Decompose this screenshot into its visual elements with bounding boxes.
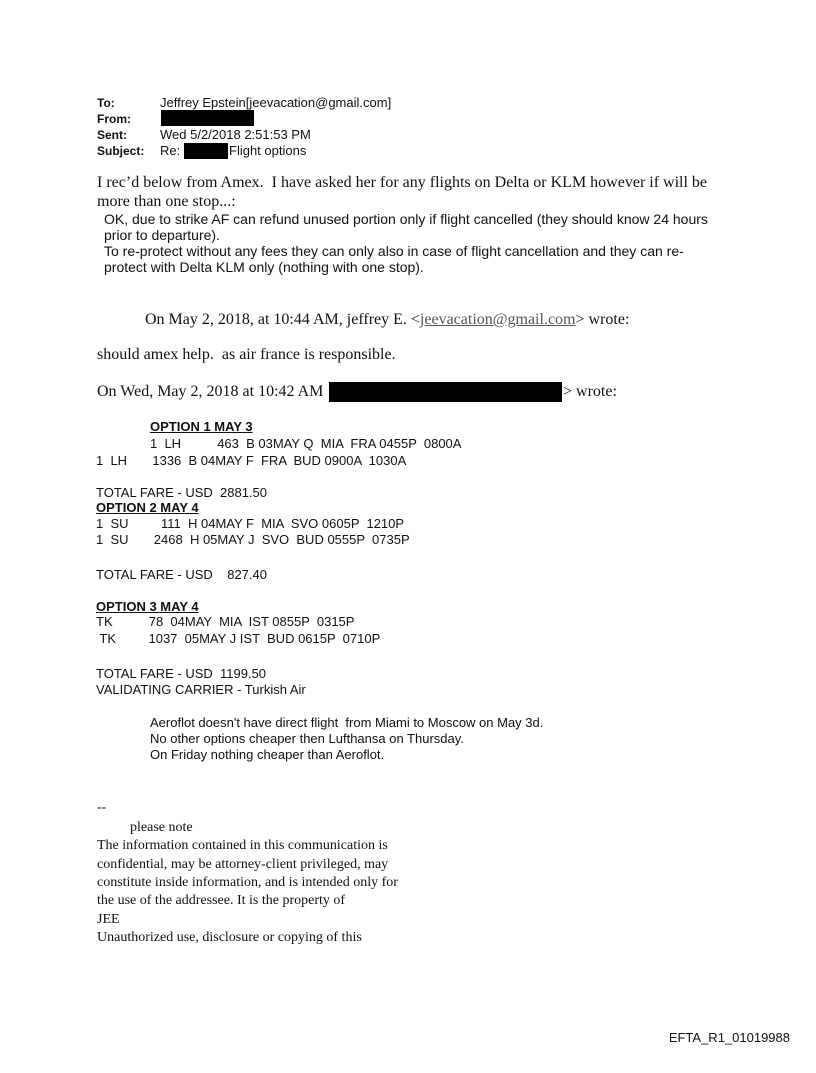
disclaimer-line-5: JEE	[97, 912, 120, 927]
subject-suffix: Flight options	[229, 143, 307, 158]
quote-2-prefix: On Wed, May 2, 2018 at 10:42 AM	[97, 383, 324, 400]
to-label: To:	[97, 96, 115, 110]
please-note: please note	[130, 820, 193, 835]
subject-prefix: Re:	[160, 143, 181, 158]
option-1-title: OPTION 1 MAY 3	[150, 419, 253, 434]
note-3: On Friday nothing cheaper than Aeroflot.	[150, 747, 385, 762]
quote-2-suffix: > wrote:	[563, 383, 617, 400]
quote-1-prefix: On May 2, 2018, at 10:44 AM, jeffrey E. <	[145, 311, 420, 328]
redaction-from	[161, 110, 254, 126]
email-link[interactable]: jeevacation@gmail.com	[419, 311, 576, 328]
intro-line-2: more than one stop...:	[97, 193, 236, 210]
subject-label: Subject:	[97, 144, 145, 158]
amex-line-2: prior to departure).	[104, 227, 220, 243]
option-3-total: TOTAL FARE - USD 1199.50	[96, 666, 267, 681]
note-2: No other options cheaper then Lufthansa on Thursday.	[150, 731, 464, 746]
option-2-total: TOTAL FARE - USD 827.40	[96, 567, 267, 582]
disclaimer-line-3: constitute inside information, and is intended only for	[97, 875, 398, 890]
amex-line-4: protect with Delta KLM only (nothing with one stop).	[104, 259, 424, 275]
validating-carrier: VALIDATING CARRIER - Turkish Air	[96, 682, 306, 697]
option-2-row-2: 1 SU 2468 H 05MAY J SVO BUD 0555P 0735P	[96, 532, 410, 547]
quote-1-suffix: > wrote:	[575, 311, 630, 328]
to-value: Jeffrey Epstein[jeevacation@gmail.com]	[160, 95, 392, 110]
note-1: Aeroflot doesn't have direct flight from Miami to Moscow on May 3d.	[150, 715, 544, 730]
option-3-row-2: TK 1037 05MAY J IST BUD 0615P 0710P	[96, 631, 381, 646]
option-1-total: TOTAL FARE - USD 2881.50	[96, 485, 267, 500]
redaction-sender	[329, 382, 562, 402]
from-label: From:	[97, 112, 131, 126]
reply-line: should amex help. as air france is responsible.	[97, 346, 396, 363]
intro-line-1: I rec’d below from Amex. I have asked her for any flights on Delta or KLM however if will be	[97, 174, 708, 191]
signature-separator: --	[97, 800, 107, 815]
disclaimer-line-6: Unauthorized use, disclosure or copying of this	[97, 930, 362, 945]
document-id: EFTA_R1_01019988	[668, 1030, 790, 1045]
option-3-row-1: TK 78 04MAY MIA IST 0855P 0315P	[96, 614, 355, 629]
sent-value: Wed 5/2/2018 2:51:53 PM	[160, 127, 311, 142]
amex-line-3: To re-protect without any fees they can only also in case of flight cancellation and they can re-	[104, 243, 684, 259]
amex-line-1: OK, due to strike AF can refund unused portion only if flight cancelled (they should know 24 hours	[104, 211, 708, 227]
disclaimer-line-4: the use of the addressee. It is the property of	[97, 893, 346, 908]
option-2-row-1: 1 SU 111 H 04MAY F MIA SVO 0605P 1210P	[96, 516, 405, 531]
disclaimer-line-2: confidential, may be attorney-client privileged, may	[97, 857, 389, 872]
option-1-row-2: 1 LH 1336 B 04MAY F FRA BUD 0900A 1030A	[96, 453, 407, 468]
redaction-subject	[184, 143, 228, 159]
disclaimer-line-1: The information contained in this communication is	[97, 838, 388, 853]
quote-header-1	[145, 311, 629, 329]
option-3-title: OPTION 3 MAY 4	[96, 599, 199, 614]
sent-label: Sent:	[97, 128, 127, 142]
option-2-title: OPTION 2 MAY 4	[96, 500, 199, 515]
option-1-row-1: 1 LH 463 B 03MAY Q MIA FRA 0455P 0800A	[150, 436, 462, 451]
